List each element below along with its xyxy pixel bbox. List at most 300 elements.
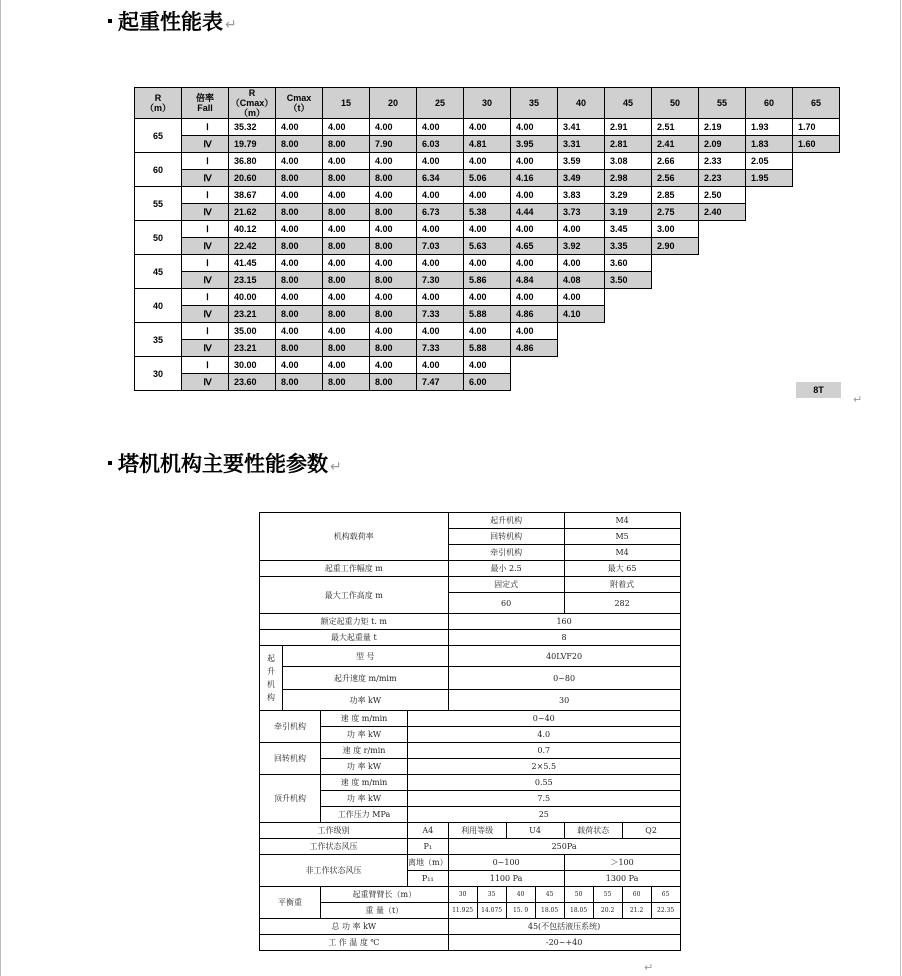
load-value-cell: 8.00 <box>323 340 370 357</box>
page-left-edge <box>0 0 1 976</box>
fall-cell: Ⅰ <box>182 221 229 238</box>
load-value-cell: 8.00 <box>370 374 417 391</box>
climb-speed-val: 0.55 <box>408 775 681 791</box>
rcmax-cell: 23.60 <box>229 374 276 391</box>
load-value-cell: 4.00 <box>464 221 511 238</box>
empty-cell <box>746 221 793 238</box>
empty-cell <box>511 357 558 374</box>
empty-cell <box>558 340 605 357</box>
counterweight-val: 11.925 <box>448 903 477 919</box>
fall-cell: Ⅳ <box>182 306 229 323</box>
height-label: 最大工作高度 m <box>260 577 449 614</box>
empty-cell <box>652 323 699 340</box>
trolley-mech: 牵引机构 <box>448 545 564 561</box>
load-value-cell: 3.49 <box>558 170 605 187</box>
header-radius: 20 <box>370 88 417 119</box>
empty-cell <box>746 204 793 221</box>
empty-cell <box>652 374 699 391</box>
load-chart-row <box>135 255 840 272</box>
empty-cell <box>699 289 746 306</box>
trolley-speed-label: 速 度 m/min <box>321 711 408 727</box>
header-radius: 50 <box>652 88 699 119</box>
rcmax-cell: 35.00 <box>229 323 276 340</box>
jib-length-cell: 45 <box>135 255 182 289</box>
load-value-cell: 8.00 <box>370 204 417 221</box>
fall-cell: Ⅳ <box>182 238 229 255</box>
cmax-cell: 4.00 <box>276 357 323 374</box>
load-value-cell: 7.33 <box>417 340 464 357</box>
empty-cell <box>558 357 605 374</box>
load-value-cell: 1.60 <box>793 136 840 153</box>
load-value-cell: 4.00 <box>417 153 464 170</box>
bullet-icon <box>108 19 112 23</box>
header-radius: 55 <box>699 88 746 119</box>
load-value-cell: 4.00 <box>370 289 417 306</box>
rcmax-cell: 40.00 <box>229 289 276 306</box>
empty-cell <box>652 357 699 374</box>
climb-pressure-label: 工作压力 MPa <box>321 807 408 823</box>
empty-cell <box>793 255 840 272</box>
load-value-cell: 5.88 <box>464 340 511 357</box>
trolley-power-label: 功 率 kW <box>321 727 408 743</box>
load-value-cell: 2.05 <box>746 153 793 170</box>
total-power-label: 总 功 率 kW <box>260 919 449 935</box>
duty-label: 机构载荷率 <box>260 513 449 561</box>
load-value-cell: 5.63 <box>464 238 511 255</box>
empty-cell <box>511 374 558 391</box>
load-chart-row <box>135 204 840 221</box>
moment-val: 160 <box>448 614 680 630</box>
counterweight-val: 22.35 <box>651 903 680 919</box>
empty-cell <box>793 306 840 323</box>
load-value-cell: 4.08 <box>558 272 605 289</box>
empty-cell <box>699 221 746 238</box>
load-value-cell: 8.00 <box>323 306 370 323</box>
load-value-cell: 2.41 <box>652 136 699 153</box>
load-value-cell: 2.85 <box>652 187 699 204</box>
header-fall: 倍率 Fall <box>182 88 229 119</box>
load-value-cell: 5.88 <box>464 306 511 323</box>
trolley-mech-val: M4 <box>564 545 680 561</box>
load-chart-row <box>135 306 840 323</box>
load-value-cell: 4.00 <box>511 187 558 204</box>
load-value-cell: 1.95 <box>746 170 793 187</box>
empty-cell <box>793 340 840 357</box>
load-chart-tag: 8T <box>796 382 841 398</box>
height-fixed: 固定式 <box>448 577 564 593</box>
cmax-cell: 4.00 <box>276 221 323 238</box>
slew-speed-val: 0.7 <box>408 743 681 759</box>
empty-cell <box>793 357 840 374</box>
empty-cell <box>605 306 652 323</box>
load-value-cell: 8.00 <box>323 204 370 221</box>
load-value-cell: 8.00 <box>370 170 417 187</box>
load-value-cell: 8.00 <box>323 136 370 153</box>
ground-low: 0~100 <box>448 855 564 871</box>
load-value-cell: 3.45 <box>605 221 652 238</box>
ground-label: 离地（m） <box>408 855 449 871</box>
empty-cell <box>746 306 793 323</box>
load-value-cell: 4.00 <box>370 255 417 272</box>
load-value-cell: 8.00 <box>323 374 370 391</box>
hoist-mech-vertical-label <box>260 646 283 711</box>
counterweight-val: 18.05 <box>535 903 564 919</box>
load-value-cell: 2.56 <box>652 170 699 187</box>
load-value-cell: 4.00 <box>511 323 558 340</box>
hoist-char: 起 <box>267 654 275 663</box>
header-radius: 25 <box>417 88 464 119</box>
fall-cell: Ⅰ <box>182 187 229 204</box>
empty-cell <box>746 340 793 357</box>
empty-cell <box>652 272 699 289</box>
load-value-cell: 3.41 <box>558 119 605 136</box>
fall-cell: Ⅰ <box>182 323 229 340</box>
fall-cell: Ⅰ <box>182 153 229 170</box>
slew-power-val: 2×5.5 <box>408 759 681 775</box>
heading-params-text: 塔机机构主要性能参数 <box>118 452 328 476</box>
counterweight-val: 18.05 <box>564 903 593 919</box>
load-chart-row <box>135 357 840 374</box>
load-value-cell: 3.29 <box>605 187 652 204</box>
cmax-cell: 8.00 <box>276 272 323 289</box>
cmax-cell: 4.00 <box>276 153 323 170</box>
empty-cell <box>699 255 746 272</box>
counterweight-val: 21.2 <box>622 903 651 919</box>
header-radius: 30 <box>464 88 511 119</box>
load-chart-row <box>135 170 840 187</box>
jib-length-cell: 40 <box>135 289 182 323</box>
load-value-cell: 6.73 <box>417 204 464 221</box>
class-label: 工作级别 <box>260 823 408 839</box>
empty-cell <box>558 374 605 391</box>
hoist-char: 机 <box>267 680 275 689</box>
paragraph-mark-icon: ↵ <box>330 459 342 475</box>
moment-label: 额定起重力矩 t. m <box>260 614 449 630</box>
load-value-cell: 8.00 <box>370 340 417 357</box>
empty-cell <box>746 289 793 306</box>
load-value-cell: 4.00 <box>417 323 464 340</box>
load-chart-row <box>135 272 840 289</box>
load-chart-row <box>135 187 840 204</box>
jib-length-label: 起重臂臂长（m） <box>321 887 449 903</box>
load-value-cell: 4.00 <box>417 255 464 272</box>
nowind-sym: P₁₁ <box>408 871 449 887</box>
cmax-cell: 8.00 <box>276 204 323 221</box>
nowind-high: 1300 Pa <box>564 871 680 887</box>
load-chart-row <box>135 119 840 136</box>
load-value-cell: 4.00 <box>417 357 464 374</box>
height-fixed-val: 60 <box>448 593 564 614</box>
load-value-cell: 3.59 <box>558 153 605 170</box>
maxload-label: 最大起重量 t <box>260 630 449 646</box>
rcmax-cell: 41.45 <box>229 255 276 272</box>
wind-label: 工作状态风压 <box>260 839 408 855</box>
hoist-speed-label: 起升速度 m/mim <box>283 667 449 690</box>
counterweight-val: 15. 9 <box>506 903 535 919</box>
load-value-cell: 4.00 <box>464 153 511 170</box>
page-right-edge <box>900 0 901 976</box>
load-value-cell: 3.50 <box>605 272 652 289</box>
empty-cell <box>793 238 840 255</box>
load-value-cell: 1.93 <box>746 119 793 136</box>
load-value-cell: 4.00 <box>323 255 370 272</box>
load-value-cell: 4.00 <box>464 187 511 204</box>
load-value-cell: 4.00 <box>464 119 511 136</box>
paragraph-mark-icon: ↵ <box>853 393 863 406</box>
trolley-speed-val: 0~40 <box>408 711 681 727</box>
load-value-cell: 7.03 <box>417 238 464 255</box>
load-value-cell: 3.08 <box>605 153 652 170</box>
load-chart-row <box>135 323 840 340</box>
climb-power-label: 功 率 kW <box>321 791 408 807</box>
load-value-cell: 2.09 <box>699 136 746 153</box>
load-value-cell: 4.00 <box>558 221 605 238</box>
fall-cell: Ⅳ <box>182 136 229 153</box>
hoist-mech-val: M4 <box>564 513 680 529</box>
load-value-cell: 5.38 <box>464 204 511 221</box>
header-radius: 60 <box>746 88 793 119</box>
usage-val: U4 <box>506 823 564 839</box>
load-value-cell: 2.33 <box>699 153 746 170</box>
rcmax-cell: 36.80 <box>229 153 276 170</box>
load-value-cell: 2.91 <box>605 119 652 136</box>
load-value-cell: 4.86 <box>511 306 558 323</box>
fall-cell: Ⅰ <box>182 289 229 306</box>
climb-power-val: 7.5 <box>408 791 681 807</box>
load-value-cell: 8.00 <box>370 306 417 323</box>
load-value-cell: 4.84 <box>511 272 558 289</box>
load-value-cell: 7.47 <box>417 374 464 391</box>
empty-cell <box>699 306 746 323</box>
cmax-cell: 8.00 <box>276 374 323 391</box>
load-value-cell: 2.81 <box>605 136 652 153</box>
load-value-cell: 3.83 <box>558 187 605 204</box>
load-value-cell: 4.00 <box>323 323 370 340</box>
slew-label: 回转机构 <box>260 743 321 775</box>
rcmax-cell: 23.21 <box>229 340 276 357</box>
counterweight-weight-label: 重 量（t） <box>321 903 449 919</box>
rcmax-cell: 38.67 <box>229 187 276 204</box>
slew-power-label: 功 率 kW <box>321 759 408 775</box>
model-val: 40LVF20 <box>448 646 680 667</box>
empty-cell <box>605 374 652 391</box>
load-value-cell: 3.00 <box>652 221 699 238</box>
climb-speed-label: 速 度 m/min <box>321 775 408 791</box>
rcmax-cell: 20.60 <box>229 170 276 187</box>
usage-label: 利用等级 <box>448 823 506 839</box>
empty-cell <box>793 187 840 204</box>
load-value-cell: 2.90 <box>652 238 699 255</box>
empty-cell <box>746 187 793 204</box>
header-radius: 15 <box>323 88 370 119</box>
empty-cell <box>746 272 793 289</box>
load-value-cell: 4.00 <box>558 289 605 306</box>
temp-val: -20~+40 <box>448 935 680 951</box>
jib-length-cell: 55 <box>135 187 182 221</box>
slew-mech-val: M5 <box>564 529 680 545</box>
load-chart-row <box>135 153 840 170</box>
load-value-cell: 6.00 <box>464 374 511 391</box>
slew-mech: 回转机构 <box>448 529 564 545</box>
model-label: 型 号 <box>283 646 449 667</box>
load-value-cell: 4.10 <box>558 306 605 323</box>
load-value-cell: 7.30 <box>417 272 464 289</box>
hoist-mech: 起升机构 <box>448 513 564 529</box>
jib-length-val: 40 <box>506 887 535 903</box>
jib-length-val: 35 <box>477 887 506 903</box>
load-value-cell: 4.00 <box>464 323 511 340</box>
rcmax-cell: 35.32 <box>229 119 276 136</box>
jib-length-val: 65 <box>651 887 680 903</box>
rcmax-cell: 23.21 <box>229 306 276 323</box>
climb-label: 顶升机构 <box>260 775 321 823</box>
load-value-cell: 4.16 <box>511 170 558 187</box>
counterweight-label: 平衡重 <box>260 887 321 919</box>
empty-cell <box>793 272 840 289</box>
empty-cell <box>746 255 793 272</box>
load-value-cell: 4.00 <box>370 323 417 340</box>
load-value-cell: 3.95 <box>511 136 558 153</box>
slew-speed-label: 速 度 r/min <box>321 743 408 759</box>
load-value-cell: 4.00 <box>323 187 370 204</box>
empty-cell <box>605 323 652 340</box>
trolley-power-val: 4.0 <box>408 727 681 743</box>
cmax-cell: 4.00 <box>276 289 323 306</box>
load-value-cell: 3.73 <box>558 204 605 221</box>
load-value-cell: 8.00 <box>323 272 370 289</box>
loadstate-label: 载荷状态 <box>564 823 622 839</box>
hoist-power-val: 30 <box>448 690 680 711</box>
empty-cell <box>699 374 746 391</box>
empty-cell <box>558 323 605 340</box>
jib-length-val: 45 <box>535 887 564 903</box>
empty-cell <box>793 153 840 170</box>
height-tied: 附着式 <box>564 577 680 593</box>
header-radius: 40 <box>558 88 605 119</box>
load-value-cell: 2.50 <box>699 187 746 204</box>
counterweight-val: 20.2 <box>593 903 622 919</box>
cmax-cell: 8.00 <box>276 340 323 357</box>
cmax-cell: 4.00 <box>276 323 323 340</box>
cmax-cell: 4.00 <box>276 119 323 136</box>
load-value-cell: 2.23 <box>699 170 746 187</box>
fall-cell: Ⅳ <box>182 272 229 289</box>
load-value-cell: 4.00 <box>370 187 417 204</box>
fall-cell: Ⅰ <box>182 119 229 136</box>
params-table <box>259 512 681 951</box>
load-value-cell: 5.86 <box>464 272 511 289</box>
load-value-cell: 1.70 <box>793 119 840 136</box>
radius-max: 最大 65 <box>564 561 680 577</box>
empty-cell <box>793 323 840 340</box>
load-value-cell: 4.81 <box>464 136 511 153</box>
radius-min: 最小 2.5 <box>448 561 564 577</box>
load-value-cell: 4.00 <box>370 357 417 374</box>
paragraph-mark-icon: ↵ <box>644 961 654 974</box>
jib-length-val: 55 <box>593 887 622 903</box>
empty-cell <box>652 289 699 306</box>
load-value-cell: 4.00 <box>511 153 558 170</box>
paragraph-mark-icon: ↵ <box>225 17 237 33</box>
rcmax-cell: 19.79 <box>229 136 276 153</box>
load-value-cell: 2.66 <box>652 153 699 170</box>
jib-length-cell: 35 <box>135 323 182 357</box>
ground-high: ＞100 <box>564 855 680 871</box>
fall-cell: Ⅰ <box>182 357 229 374</box>
loadstate-val: Q2 <box>622 823 680 839</box>
empty-cell <box>652 340 699 357</box>
cmax-cell: 8.00 <box>276 238 323 255</box>
load-value-cell: 4.00 <box>323 119 370 136</box>
load-value-cell: 7.90 <box>370 136 417 153</box>
load-value-cell: 4.00 <box>511 221 558 238</box>
cmax-cell: 4.00 <box>276 187 323 204</box>
load-value-cell: 4.00 <box>323 289 370 306</box>
load-value-cell: 6.03 <box>417 136 464 153</box>
load-value-cell: 4.44 <box>511 204 558 221</box>
header-radius: 45 <box>605 88 652 119</box>
empty-cell <box>652 255 699 272</box>
header-radius: 65 <box>793 88 840 119</box>
empty-cell <box>605 357 652 374</box>
empty-cell <box>793 204 840 221</box>
wind-sym: P₁ <box>408 839 449 855</box>
load-value-cell: 4.00 <box>511 289 558 306</box>
load-value-cell: 4.00 <box>323 357 370 374</box>
load-chart-row <box>135 289 840 306</box>
load-value-cell: 4.00 <box>370 221 417 238</box>
fall-cell: Ⅳ <box>182 170 229 187</box>
rcmax-cell: 23.15 <box>229 272 276 289</box>
cmax-cell: 8.00 <box>276 306 323 323</box>
fall-cell: Ⅳ <box>182 340 229 357</box>
load-value-cell: 8.00 <box>323 238 370 255</box>
bullet-icon <box>108 461 112 465</box>
empty-cell <box>699 340 746 357</box>
rcmax-cell: 22.42 <box>229 238 276 255</box>
total-power-val: 45(不包括液压系统) <box>448 919 680 935</box>
jib-length-cell: 65 <box>135 119 182 153</box>
load-value-cell: 5.06 <box>464 170 511 187</box>
load-value-cell: 4.00 <box>417 187 464 204</box>
empty-cell <box>699 272 746 289</box>
load-value-cell: 4.00 <box>417 289 464 306</box>
load-value-cell: 2.51 <box>652 119 699 136</box>
header-r: R （m） <box>135 88 182 119</box>
cmax-cell: 8.00 <box>276 170 323 187</box>
load-value-cell: 4.00 <box>558 255 605 272</box>
load-value-cell: 4.00 <box>511 119 558 136</box>
empty-cell <box>605 289 652 306</box>
heading-load-chart-text: 起重性能表 <box>118 10 223 34</box>
rcmax-cell: 21.62 <box>229 204 276 221</box>
nowind-label: 非工作状态风压 <box>260 855 408 887</box>
empty-cell <box>605 340 652 357</box>
load-chart-table <box>134 87 840 391</box>
empty-cell <box>746 357 793 374</box>
load-value-cell: 3.92 <box>558 238 605 255</box>
empty-cell <box>746 323 793 340</box>
load-value-cell: 2.19 <box>699 119 746 136</box>
jib-length-val: 50 <box>564 887 593 903</box>
temp-label: 工 作 温 度 ℃ <box>260 935 449 951</box>
maxload-val: 8 <box>448 630 680 646</box>
fall-cell: Ⅰ <box>182 255 229 272</box>
load-value-cell: 8.00 <box>370 272 417 289</box>
load-chart-row <box>135 340 840 357</box>
hoist-char: 升 <box>267 667 275 676</box>
jib-length-cell: 50 <box>135 221 182 255</box>
